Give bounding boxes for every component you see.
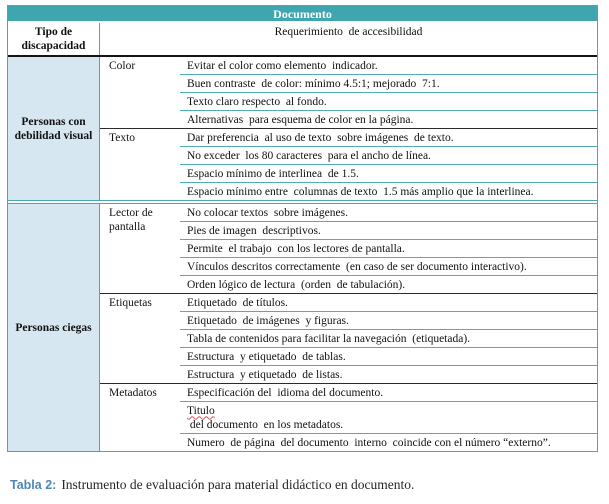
requirement-cell: Espacio mínimo entre columnas de texto 1.5 más amplio que la interlinea. (187, 185, 534, 198)
requirement-group (100, 204, 597, 293)
category-groups (100, 204, 597, 451)
requirement-cell: Tabla de contenidos para facilitar la navegación (etiquetada). (180, 330, 597, 348)
requirements-list (180, 294, 597, 383)
disability-category-cell (8, 204, 100, 451)
table-header-row (8, 23, 597, 57)
header-accessibility-requirement: Requerimiento de accesibilidad (274, 26, 423, 38)
requirement-cell: Buen contraste de color: mínimo 4.5:1; mejorado 7:1. (180, 75, 597, 93)
requirement-cell: No exceder los 80 caracteres para el ancho de línea. (180, 147, 597, 165)
requirement-cell: Estructura y etiquetado de listas. (187, 368, 343, 381)
group-name-cell: Etiquetas (109, 297, 152, 309)
requirement-cell: Etiquetado de imágenes y figuras. (180, 312, 597, 330)
requirement-cell: Permite el trabajo con los lectores de pantalla. (180, 240, 597, 258)
requirements-list (180, 129, 597, 200)
table-title: Documento (8, 6, 597, 23)
requirement-group (100, 128, 597, 200)
requirement-cell: Especificación del idioma del documento. (180, 384, 597, 402)
caption-text: Instrumento de evaluación para material didáctico en documento. (61, 477, 415, 492)
requirements-list (180, 204, 597, 293)
disability-category-label: Personas ciegas (15, 321, 92, 334)
disability-section (8, 204, 597, 451)
group-name-cell: Metadatos (109, 387, 157, 399)
requirement-group (100, 57, 597, 128)
requirement-group (100, 383, 597, 451)
requirement-cell: Alternativas para esquema de color en la página. (187, 113, 414, 126)
disability-category-label: Personas con debilidad visual (14, 115, 93, 142)
header-disability-type: Tipo de discapacidad (8, 23, 100, 55)
table-caption (10, 477, 414, 493)
requirement-cell: Evitar el color como elemento indicador. (180, 57, 597, 75)
requirements-list (180, 57, 597, 128)
requirement-cell: No colocar textos sobre imágenes. (180, 204, 597, 222)
misspelled-word: Titulo (187, 404, 215, 417)
disability-section (8, 57, 597, 200)
requirement-cell: Espacio mínimo de interlinea de 1.5. (180, 165, 597, 183)
requirements-list (180, 384, 597, 451)
requirement-cell: Etiquetado de títulos. (180, 294, 597, 312)
requirement-cell: Dar preferencia al uso de texto sobre imágenes de texto. (180, 129, 597, 147)
requirement-group (100, 293, 597, 383)
requirement-cell: Texto claro respecto al fondo. (180, 93, 597, 111)
requirement-cell: Vínculos descritos correctamente (en caso de ser documento interactivo). (180, 258, 597, 276)
accessibility-table (7, 5, 598, 452)
requirement-cell: Titulo del documento en los metadatos. (180, 402, 597, 434)
group-name-cell: Texto (109, 132, 136, 144)
requirement-cell: Pies de imagen descriptivos. (180, 222, 597, 240)
group-name-cell: Lector de pantalla (109, 207, 153, 233)
category-groups (100, 57, 597, 200)
requirement-cell: Numero de página del documento interno coincide con el número “externo”. (187, 436, 551, 449)
group-name-cell: Color (109, 60, 136, 72)
table-body (8, 57, 597, 451)
disability-category-cell (8, 57, 100, 200)
requirement-cell: Orden lógico de lectura (orden de tabulación). (187, 278, 406, 291)
caption-label: Tabla 2: (10, 478, 57, 492)
requirement-cell: Estructura y etiquetado de tablas. (180, 348, 597, 366)
